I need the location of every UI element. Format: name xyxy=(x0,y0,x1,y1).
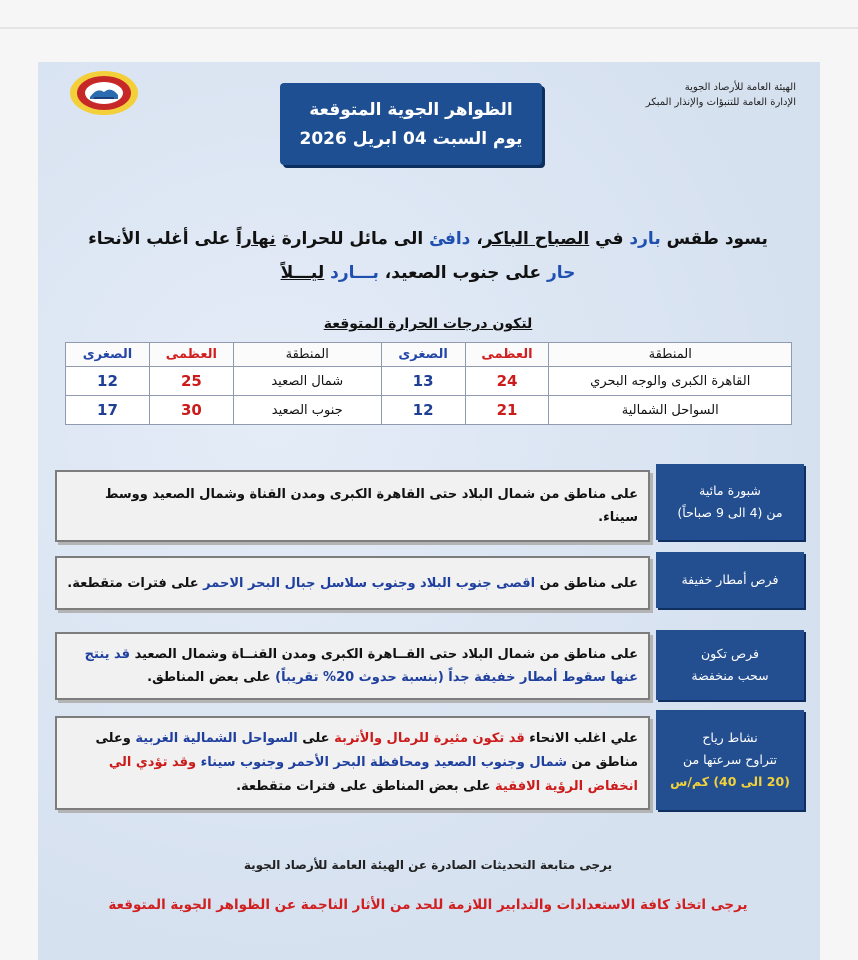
summary-hot: حار xyxy=(547,263,576,283)
summary-line-1 xyxy=(88,222,768,256)
rain-label xyxy=(656,552,804,608)
wind-text: وعلى مناطق من xyxy=(95,731,638,770)
rain-text: على مناطق من xyxy=(535,575,638,591)
clouds-text: على بعض المناطق. xyxy=(147,670,276,685)
max-cell: 25 xyxy=(149,367,233,396)
org-line-2: الإدارة العامة للتنبؤات والإنذار المبكر xyxy=(645,97,796,108)
clouds-text: على مناطق من شمال البلاد حتى القــاهرة الكبرى ومدن القنــاة وشمال الصعيد xyxy=(130,647,638,662)
min-cell: 12 xyxy=(381,396,465,425)
rain-text: على فترات متقطعة. xyxy=(67,575,204,591)
col-max: العظمى xyxy=(465,343,549,367)
bulletin-title: الظواهر الجوية المتوقعة xyxy=(309,100,513,120)
bulletin-title-box xyxy=(280,83,542,165)
clouds-label xyxy=(656,630,804,700)
fog-label xyxy=(656,464,804,540)
region-cell: القاهرة الكبرى والوجه البحري xyxy=(549,367,792,396)
clouds-label-sub: سحب منخفضة xyxy=(691,668,769,683)
temperature-heading: لتكون درجات الحرارة المتوقعة xyxy=(323,316,533,332)
rain-label-title: فرص أمطار خفيفة xyxy=(681,572,779,587)
summary-text: على أغلب الأنحاء xyxy=(88,229,237,249)
table-row xyxy=(66,396,792,425)
min-cell: 17 xyxy=(66,396,150,425)
clouds-rain-chance: قد ينتج عنها سقوط أمطار خفيفة جداً (بنسبة حدوث 20% تقريباً) xyxy=(84,647,638,685)
summary-text: ، xyxy=(470,229,483,249)
max-cell: 24 xyxy=(465,367,549,396)
summary-night: ليـــلاً xyxy=(280,263,325,283)
fog-label-title: شبورة مائية xyxy=(699,483,761,498)
wind-label-sub: تتراوح سرعتها من xyxy=(682,752,778,767)
temperature-table xyxy=(65,342,792,425)
bulletin-date: يوم السبت 04 ابريل 2026 xyxy=(299,129,523,149)
wind-text: علي اغلب الانحاء xyxy=(524,731,638,746)
summary-warm: دافئ xyxy=(429,229,471,249)
wind-speed-range: (20 الى 40) كم/س xyxy=(670,774,790,789)
summary-daytime: نهاراً xyxy=(236,229,276,249)
organization-name xyxy=(536,80,796,110)
col-region: المنطقة xyxy=(549,343,792,367)
region-cell: السواحل الشمالية xyxy=(549,396,792,425)
clouds-description xyxy=(55,632,650,700)
wind-text: على بعض المناطق على فترات متقطعة. xyxy=(236,779,496,794)
wind-description xyxy=(55,716,650,810)
rain-areas: اقصى جنوب البلاد وجنوب سلاسل جبال البحر الاحمر xyxy=(203,575,536,591)
col-region: المنطقة xyxy=(233,343,381,367)
fog-description xyxy=(55,470,650,542)
wind-areas: شمال وجنوب الصعيد ومحافظة البحر الأحمر وجنوب سيناء xyxy=(200,755,567,770)
table-header-row xyxy=(66,343,792,367)
wind-visibility: وقد تؤدي الي انخفاض الرؤية الافقية xyxy=(108,755,638,794)
clouds-label-title: فرص تكون xyxy=(701,646,759,661)
summary-line-2 xyxy=(88,256,768,290)
min-cell: 13 xyxy=(381,367,465,396)
summary-text: في xyxy=(589,229,630,249)
summary-cold: بارد xyxy=(629,229,661,249)
footer-note: يرجى متابعة التحديثات الصادرة عن الهيئة العامة للأرصاد الجوية xyxy=(243,858,613,872)
fog-label-time: من (4 الى 9 صباحاً) xyxy=(677,505,783,520)
summary-text: الى مائل للحرارة xyxy=(275,229,430,249)
wind-text: على xyxy=(297,731,335,746)
wind-label-title: نشاط رياح xyxy=(702,730,758,745)
region-cell: شمال الصعيد xyxy=(233,367,381,396)
min-cell: 12 xyxy=(66,367,150,396)
footer-warning: يرجى اتخاذ كافة الاستعدادات والتدابير اللازمة للحد من الأثار الناجمة عن الظواهر الجوية المتوقعة xyxy=(108,897,748,913)
fog-text: على مناطق من شمال البلاد حتى القاهرة الكبرى ومدن القناة وشمال الصعيد ووسط سيناء. xyxy=(104,487,638,525)
weather-bulletin xyxy=(38,62,820,960)
table-row xyxy=(66,367,792,396)
summary-text: على جنوب الصعيد، xyxy=(378,263,548,283)
top-divider xyxy=(0,27,858,29)
max-cell: 30 xyxy=(149,396,233,425)
summary-text: يسود طقس xyxy=(660,229,768,249)
summary-early-morning: الصباح الباكر xyxy=(482,229,590,249)
max-cell: 21 xyxy=(465,396,549,425)
emblem-logo xyxy=(66,68,142,118)
weather-summary xyxy=(88,222,768,290)
wind-label xyxy=(656,710,804,810)
col-max: العظمى xyxy=(149,343,233,367)
wind-nw-coast: السواحل الشمالية الغربية xyxy=(135,731,298,746)
summary-cold-night: بـــارد xyxy=(330,263,379,283)
col-min: الصغرى xyxy=(381,343,465,367)
region-cell: جنوب الصعيد xyxy=(233,396,381,425)
rain-description xyxy=(55,556,650,610)
org-line-1: الهيئة العامة للأرصاد الجوية xyxy=(684,82,796,93)
col-min: الصغرى xyxy=(66,343,150,367)
wind-dust: قد تكون مثيرة للرمال والأتربة xyxy=(334,731,525,746)
